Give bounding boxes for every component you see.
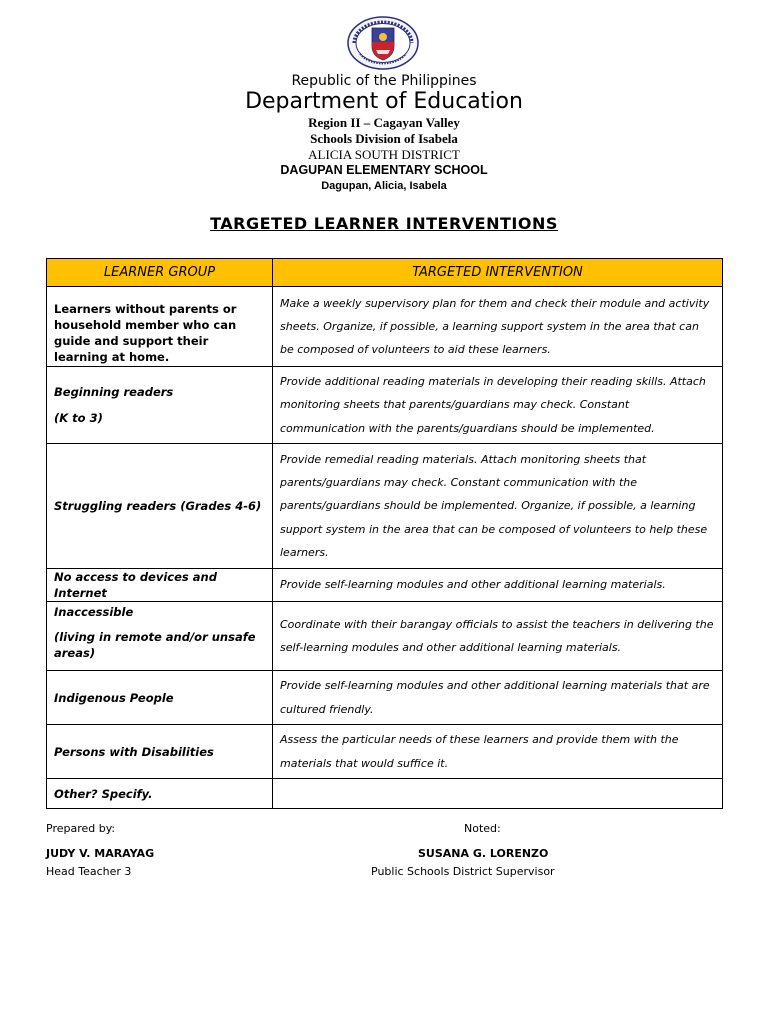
learner-group-cell: Inaccessible (living in remote and/or unsafe areas): [47, 602, 273, 671]
table-header-row: [47, 259, 723, 287]
table-row: [47, 671, 723, 725]
intervention-cell: Provide additional reading materials in developing their reading skills. Attach monitoring sheets that parents/guardians may check. Constant communication with the parents/guardians should be implemented.: [273, 367, 723, 444]
column-header-learner-group: LEARNER GROUP: [47, 259, 273, 287]
document-title: TARGETED LEARNER INTERVENTIONS: [210, 214, 558, 233]
learner-group-cell: Indigenous People: [47, 671, 273, 725]
learner-group-cell: Persons with Disabilities: [47, 725, 273, 779]
interventions-table: [46, 258, 723, 809]
division-heading: Schools Division of Isabela: [310, 131, 458, 146]
learner-group-cell: Other? Specify.: [47, 779, 273, 809]
region-heading: Region II – Cagayan Valley: [308, 115, 460, 130]
table-row: [47, 444, 723, 569]
table-row: [47, 287, 723, 367]
table-row: [47, 367, 723, 444]
noted-position: Public Schools District Supervisor: [371, 865, 555, 878]
intervention-cell: [273, 779, 723, 809]
table-row: [47, 602, 723, 671]
table-row: [47, 569, 723, 602]
noted-label: Noted:: [464, 822, 501, 835]
school-name: DAGUPAN ELEMENTARY SCHOOL: [280, 163, 488, 177]
intervention-cell: Provide self-learning modules and other additional learning materials that are cultured friendly.: [273, 671, 723, 725]
district-heading: ALICIA SOUTH DISTRICT: [308, 147, 460, 162]
noted-name: SUSANA G. LORENZO: [418, 847, 549, 860]
prepared-by-label: Prepared by:: [46, 822, 116, 835]
column-header-targeted-intervention: TARGETED INTERVENTION: [273, 259, 723, 287]
learner-group-cell: Learners without parents or household member who can guide and support their learning at home.: [47, 287, 273, 367]
intervention-cell: Coordinate with their barangay officials to assist the teachers in delivering the self-learning modules and other additional learning materials.: [273, 602, 723, 671]
learner-group-cell: No access to devices and Internet: [47, 569, 273, 602]
table-row: [47, 725, 723, 779]
intervention-cell: Make a weekly supervisory plan for them and check their module and activity sheets. Organize, if possible, a learning support system in the area that can be composed of volunteers to aid these learners.: [273, 287, 723, 367]
prepared-by-position: Head Teacher 3: [46, 865, 132, 878]
department-heading: Department of Education: [245, 89, 523, 114]
intervention-cell: Provide self-learning modules and other additional learning materials.: [273, 569, 723, 602]
prepared-by-name: JUDY V. MARAYAG: [46, 847, 155, 860]
learner-group-cell: Beginning readers (K to 3): [47, 367, 273, 444]
deped-seal-logo: [346, 16, 420, 70]
school-address: Dagupan, Alicia, Isabela: [321, 180, 447, 192]
intervention-cell: Provide remedial reading materials. Attach monitoring sheets that parents/guardians may check. Constant communication with the parents/guardians should be implemented. Organize, if possible, a learning support system in the area that can be composed of volunteers to help these learners.: [273, 444, 723, 569]
table-row: [47, 779, 723, 809]
learner-group-cell: Struggling readers (Grades 4-6): [47, 444, 273, 569]
intervention-cell: Assess the particular needs of these learners and provide them with the materials that would suffice it.: [273, 725, 723, 779]
republic-heading: Republic of the Philippines: [291, 73, 477, 89]
